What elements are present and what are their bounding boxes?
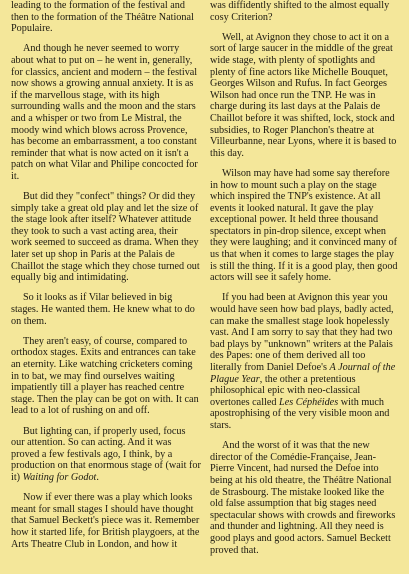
paragraph-text: But lighting can, if properly used, focus our attention. So can acting. And it was proved a few festivals ago, I think, by a production on that enormous stage of (wait for it) [11, 425, 201, 483]
book-title: A Journal of the Plague Year [210, 362, 396, 385]
play-title: Waiting for Godot [22, 471, 97, 483]
paragraph-text: with much apostrophising of the very visible moon and stars. [210, 396, 390, 431]
left-column [11, 0, 201, 550]
paragraph: So it looks as if Vilar believed in big stages. He wanted them. He knew what to do on them. [11, 292, 195, 327]
right-column [210, 0, 399, 556]
paragraph: And the worst of it was that the new director of the Comédie-Française, Jean-Pierre Vincent, had nursed the Defoe into being at his old theatre, the Théâtre National de Strasbourg. The mistake looked like the old false assumption that big stages need spectacular shows with crowds and fireworks and thunder and lightning. All they need is good plays and good actors. Samuel Beckett proved that. [210, 440, 396, 556]
paragraph-text: , the other a pretentious philosophical epic with neo-classical overtones called [210, 373, 361, 408]
paragraph [210, 292, 399, 431]
paragraph: Now if ever there was a play which looks meant for small stages I should have thought that Samuel Beckett's piece was it. Remember how it started life, for British playgoers, at the Arts Theatre Club in London, and how it [11, 492, 200, 550]
play-title: Les Céphéides [279, 396, 339, 408]
paragraph: leading to the formation of the festival and then to the formation of the Théâtre National Populaire. [11, 0, 194, 35]
paragraph-text: . [96, 471, 99, 483]
paragraph: They aren't easy, of course, compared to orthodox stages. Exits and entrances can take an eternity. Like watching cricketers coming in to bat, we may find ourselves waiting impatiently till a player has reached centre stage. Then the play can be got on with. It can lead to a lot of rushing on and off. [11, 335, 199, 417]
paragraph: Wilson may have had some say therefore in how to mount such a play on the stage which inspired the TNP's existence. At all events it looked natural. It gave the play exceptional power. It held three thousand spectators in pin-drop silence, except when they were laughing; and it convinced many of us that when it comes to large stages the play is still the thing. If it is a good play, then good actors will see it safely home. [210, 167, 398, 284]
paragraph: was diffidently shifted to the almost equally cosy Criterion? [210, 0, 390, 23]
paragraph [11, 426, 201, 484]
paragraph: And though he never seemed to worry about what to put on – he went in, generally, for classics, ancient and modern – the festival now shows a growing annual anxiety. It is as if the marvellous stage, with its high surrounding walls and the moon and the stars and a whisper or two from Le Mistral, the moody wind which blows across Provence, has become an embarrassment, a too constant reminder that what is now acted on it isn't a patch on what Vilar and Philipe concocted for it. [11, 43, 198, 182]
paragraph-text: If you had been at Avignon this year you would have seen how bad plays, badly acted, can make the smallest stage look hopelessly vast. And I am sorry to say that they had two bad plays by "unknown" writers at the Palais des Papes: one of them derived all too literally from Daniel Defoe's [210, 292, 394, 373]
paragraph: Well, at Avignon they chose to act it on a sort of large saucer in the middle of the great wide stage, with plenty of spotlights and plenty of fine actors like Michelle Bouquet, Georges Wilson and Rufus. In fact Georges Wilson had once run the TNP. He was in charge during its last days at the Palais de Chaillot before it was shifted, lock, stock and subsidies, to Roger Planchon's theatre at Villeurbanne, near Lyons, where it is based to this day. [210, 31, 397, 159]
paragraph: But did they "confect" things? Or did they simply take a great old play and let the size of the stage look after itself? Whatever attitude they took to such a vast acting area, their work seemed to succeed as drama. When they later set up shop in Paris at the Palais de Chaillot the stage which they chose turned out equally big and intimidating. [11, 191, 200, 284]
